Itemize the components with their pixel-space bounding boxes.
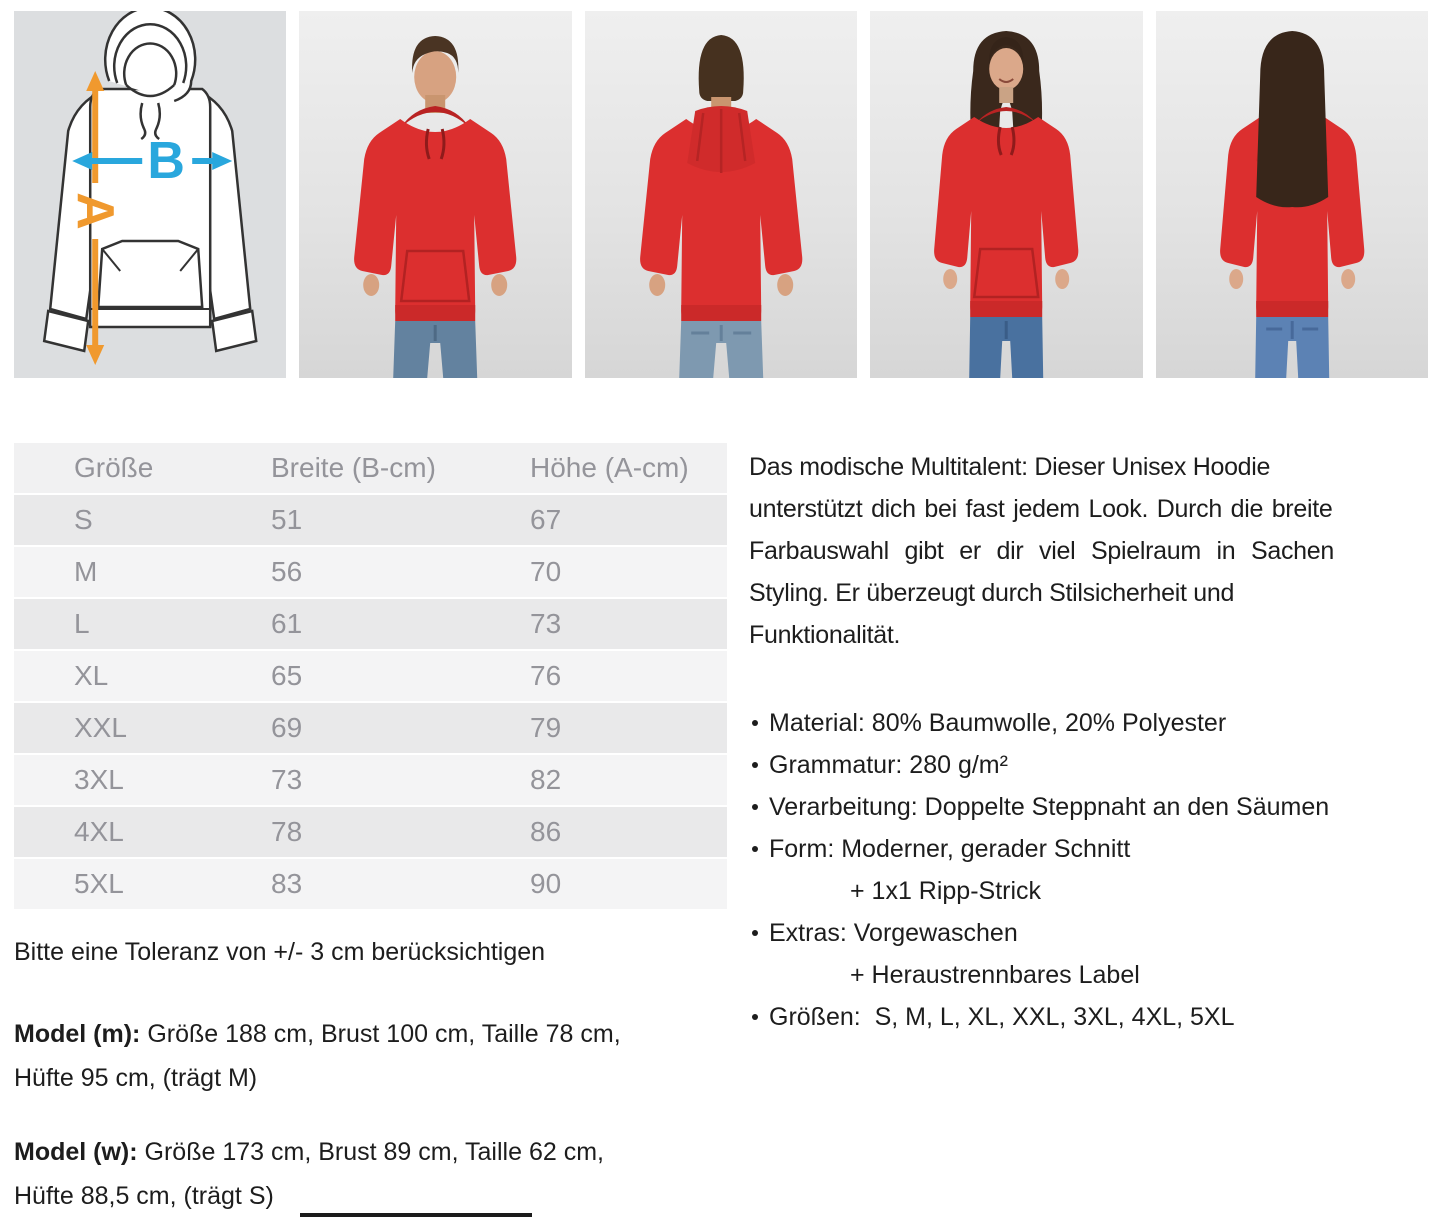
measure-label-b: B (147, 132, 185, 190)
feature-list (749, 702, 1433, 1038)
feature-item: Extras: Vorgewaschen (749, 912, 1433, 954)
cell-breite: 73 (271, 764, 303, 795)
table-row (14, 495, 727, 545)
model-w-label: Model (w): (14, 1138, 138, 1166)
col-header-hoehe: Höhe (A-cm) (530, 452, 689, 483)
description-line: Das modische Multitalent: Dieser Unisex Hoodie (749, 453, 1271, 481)
model-m-label: Model (m): (14, 1020, 141, 1048)
cell-breite: 65 (271, 660, 303, 691)
left-hand (364, 274, 380, 296)
cell-size: XXL (74, 712, 127, 743)
bullet-icon (752, 762, 758, 768)
male-front-figure (299, 11, 571, 378)
bullet-icon (752, 720, 758, 726)
model-m-line2: Hüfte 95 cm, (trägt M) (14, 1064, 258, 1092)
size-diagram-image[interactable] (14, 11, 286, 378)
male-back-figure (585, 11, 857, 378)
cell-hoehe: 76 (530, 660, 562, 691)
female-head (989, 48, 1023, 90)
cell-size: M (74, 556, 98, 587)
table-row (14, 859, 727, 909)
cell-size: 5XL (74, 868, 124, 899)
cell-size: L (74, 608, 90, 639)
female-hair-back (1256, 31, 1328, 207)
table-row (14, 547, 727, 597)
cutoff-divider (300, 1213, 532, 1217)
description-line: unterstützt dich bei fast jedem Look. Durch die breite (749, 495, 1333, 523)
cell-breite: 56 (271, 556, 303, 587)
female-front-figure (870, 11, 1142, 378)
description-line: Funktionalität. (749, 621, 901, 649)
feature-item-continuation: + Heraustrennbares Label (850, 961, 1140, 989)
right-hand (777, 274, 793, 296)
red-hoodie (355, 119, 517, 321)
cell-hoehe: 90 (530, 868, 562, 899)
description-paragraph (749, 446, 1433, 656)
tolerance-note: Bitte eine Toleranz von +/- 3 cm berücksichtigen (14, 938, 546, 966)
right-hand (1341, 269, 1355, 289)
male-hair-back (698, 35, 743, 101)
model-w-line2: Hüfte 88,5 cm, (trägt S) (14, 1182, 274, 1210)
cell-hoehe: 86 (530, 816, 562, 847)
right-hand (1055, 269, 1069, 289)
cell-hoehe: 67 (530, 504, 562, 535)
cell-breite: 69 (271, 712, 303, 743)
model-w-line1: Model (w): Größe 173 cm, Brust 89 cm, Taille 62 cm, (14, 1138, 604, 1166)
left-hand (1229, 269, 1243, 289)
cell-hoehe: 70 (530, 556, 562, 587)
table-row (14, 651, 727, 701)
hood-collar (402, 106, 470, 127)
cell-size: 4XL (74, 816, 124, 847)
feature-item-continuation: + 1x1 Ripp-Strick (850, 877, 1042, 905)
cell-size: XL (74, 660, 109, 691)
description-line: Styling. Er überzeugt durch Stilsicherheit und (749, 579, 1235, 607)
hoodie-hem (681, 305, 761, 321)
table-row (14, 755, 727, 805)
hoodie-hem (970, 301, 1042, 317)
bullet-icon (752, 804, 758, 810)
photo-female-front[interactable] (870, 11, 1142, 378)
cell-hoehe: 79 (530, 712, 562, 743)
cell-breite: 61 (271, 608, 303, 639)
feature-item: Verarbeitung: Doppelte Steppnaht an den Säumen (749, 786, 1433, 828)
cell-hoehe: 82 (530, 764, 562, 795)
model-m-measurements (14, 1012, 728, 1100)
measure-label-a: A (66, 192, 125, 230)
female-neck (999, 87, 1013, 103)
female-back-figure (1156, 11, 1428, 378)
feature-item: Größen: S, M, L, XL, XXL, 3XL, 4XL, 5XL (749, 996, 1433, 1038)
model-m-line1: Model (m): Größe 188 cm, Brust 100 cm, Taille 78 cm, (14, 1020, 621, 1048)
size-table (14, 443, 727, 911)
cell-breite: 78 (271, 816, 303, 847)
cell-breite: 51 (271, 504, 303, 535)
table-row (14, 807, 727, 857)
model-w-measurements (14, 1130, 728, 1218)
feature-item: Form: Moderner, gerader Schnitt (749, 828, 1433, 870)
bullet-icon (752, 930, 758, 936)
left-hand (649, 274, 665, 296)
feature-item: Material: 80% Baumwolle, 20% Polyester (749, 702, 1433, 744)
cell-hoehe: 73 (530, 608, 562, 639)
photo-female-back[interactable] (1156, 11, 1428, 378)
col-header-groesse: Größe (74, 452, 154, 483)
red-hoodie (934, 117, 1078, 317)
right-hand (492, 274, 508, 296)
hoodie-pocket (98, 241, 202, 307)
photo-male-front[interactable] (299, 11, 571, 378)
table-row (14, 703, 727, 753)
bullet-icon (752, 1014, 758, 1020)
feature-item: Grammatur: 280 g/m² (749, 744, 1433, 786)
product-gallery (14, 11, 1428, 378)
cell-size: 3XL (74, 764, 124, 795)
hoodie-measure-diagram (14, 11, 286, 378)
cell-breite: 83 (271, 868, 303, 899)
photo-male-back[interactable] (585, 11, 857, 378)
cell-size: S (74, 504, 93, 535)
hoodie-hem (1256, 301, 1328, 317)
table-row (14, 599, 727, 649)
size-table-header (14, 443, 727, 493)
description-line: Farbauswahl gibt er dir viel Spielraum in Sachen (749, 537, 1334, 565)
product-description (749, 446, 1433, 1038)
left-hand (943, 269, 957, 289)
hoodie-hem (396, 305, 476, 321)
col-header-breite: Breite (B-cm) (271, 452, 436, 483)
bullet-icon (752, 846, 758, 852)
